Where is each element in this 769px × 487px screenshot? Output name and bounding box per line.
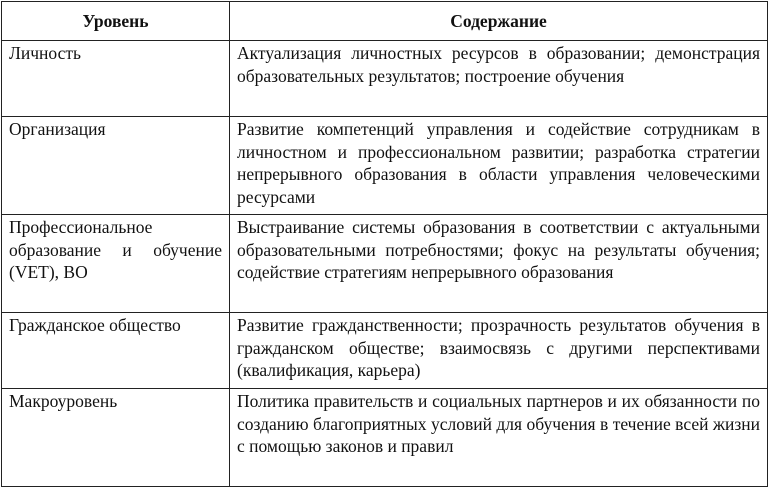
table-row xyxy=(2,389,768,487)
content-cell: Выстраивание системы образования в соответствии с актуальными образовательными потребностями; фокус на результаты обучения; содействие стратегиям непрерывного образования xyxy=(230,215,768,313)
table-row xyxy=(2,215,768,313)
header-row xyxy=(2,2,768,41)
content-cell: Развитие компетенций управления и содействие сотрудникам в личностном и профессиональном развитии; разработка стратегии непрерывного образования в области управления человеческими ресурсами xyxy=(230,117,768,215)
level-cell: Макроуровень xyxy=(2,389,230,487)
level-cell: Гражданское общество xyxy=(2,313,230,389)
table-row xyxy=(2,313,768,389)
content-cell: Актуализация личностных ресурсов в образовании; демонстрация образовательных результатов; построение обучения xyxy=(230,41,768,117)
content-cell: Развитие гражданственности; прозрачность результатов обучения в гражданском обществе; взаимосвязь с другими перспективами (квалификация, карьера) xyxy=(230,313,768,389)
content-cell: Политика правительств и социальных партнеров и их обязанности по созданию благоприятных условий для обучения в течение всей жизни с помощью законов и правил xyxy=(230,389,768,487)
level-cell: Профессиональное образование и обучение (VET), ВО xyxy=(2,215,230,313)
header-content: Содержание xyxy=(230,2,768,41)
level-cell: Личность xyxy=(2,41,230,117)
table-row xyxy=(2,41,768,117)
table-row xyxy=(2,117,768,215)
levels-table xyxy=(1,1,768,487)
level-cell: Организация xyxy=(2,117,230,215)
header-level: Уровень xyxy=(2,2,230,41)
